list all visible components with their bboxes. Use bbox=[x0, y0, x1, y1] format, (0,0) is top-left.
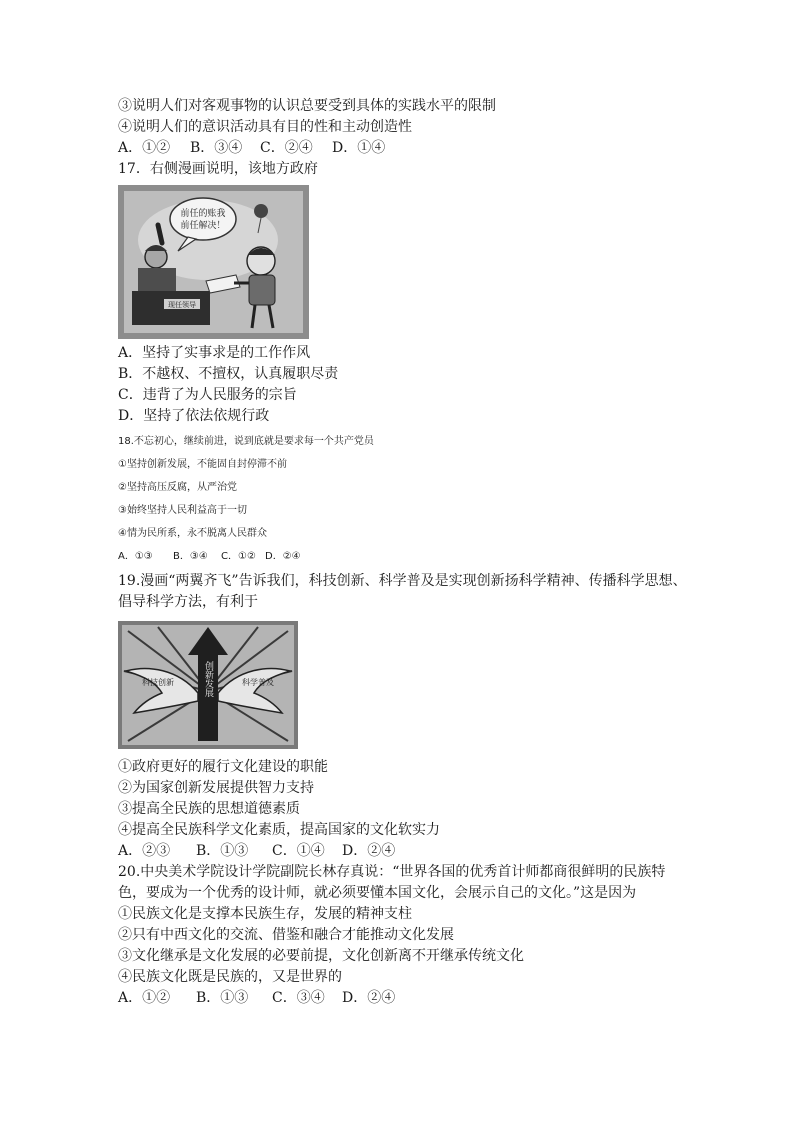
q19-option-a: A．②③ bbox=[118, 843, 171, 859]
left-wing-text: 科技创新 bbox=[142, 678, 174, 687]
bubble-line-2: 前任解决！ bbox=[180, 221, 226, 231]
q18-option-d: D．②④ bbox=[265, 551, 301, 562]
q20-stem: 20.中央美术学院设计学院副院长林存真说：“世界各国的优秀首计师都商很鲜明的民族特色，要成为一个优秀的设计师，就必须要懂本国文化，会展示自己的文化。”这是因为 bbox=[118, 864, 666, 901]
q18-line-1: ①坚持创新发展，不能固自封停滞不前 bbox=[118, 459, 287, 470]
q17-cartoon bbox=[118, 185, 688, 339]
q20-option-c: C．③④ bbox=[272, 990, 325, 1006]
desk-sign: 现任领导 bbox=[168, 301, 196, 309]
q18-line-4: ④情为民所系，永不脱离人民群众 bbox=[118, 528, 267, 539]
q19-option-d: D．②④ bbox=[342, 843, 396, 859]
q16-line-3: ③说明人们对客观事物的认识总要受到具体的实践水平的限制 bbox=[118, 98, 496, 114]
q19-line-3: ③提高全民族的思想道德素质 bbox=[118, 801, 300, 817]
q20-option-a: A．①② bbox=[118, 990, 171, 1006]
q17-choice-a: A．坚持了实事求是的工作作风 bbox=[118, 345, 311, 361]
q19-cartoon-image bbox=[118, 621, 298, 749]
q20-options bbox=[118, 988, 688, 1009]
q18-options bbox=[118, 551, 688, 563]
q17-choice-d: D．坚持了依法依规行政 bbox=[118, 408, 270, 424]
q18-stem: 18.不忘初心，继续前进，说到底就是要求每一个共产党员 bbox=[118, 436, 374, 447]
bubble-line-1: 前任的账我 bbox=[180, 209, 226, 219]
q19-line-1: ①政府更好的履行文化建设的职能 bbox=[118, 759, 328, 775]
q20-option-b: B．①③ bbox=[196, 990, 249, 1006]
q18-option-a: A．①③ bbox=[118, 551, 153, 562]
q18-line-3: ③始终坚持人民利益高于一切 bbox=[118, 505, 247, 516]
q20-line-1: ①民族文化是支撑本民族生存，发展的精神支柱 bbox=[118, 906, 412, 922]
right-wing-text: 科学普及 bbox=[242, 678, 274, 687]
q17-cartoon-image bbox=[118, 185, 309, 339]
q19-stem: 19.漫画“两翼齐飞”告诉我们，科技创新、科学普及是实现创新扬科学精神、传播科学思想、倡导科学方法，有利于 bbox=[118, 573, 687, 610]
q19-line-4: ④提高全民族科学文化素质，提高国家的文化软实力 bbox=[118, 822, 440, 838]
q18-line-2: ②坚持高压反腐，从严治党 bbox=[118, 482, 237, 493]
q17-choice-c: C．违背了为人民服务的宗旨 bbox=[118, 387, 297, 403]
q16-line-4: ④说明人们的意识活动具有目的性和主动创造性 bbox=[118, 119, 412, 135]
q20-line-3: ③文化继承是文化发展的必要前提，文化创新离不开继承传统文化 bbox=[118, 948, 524, 964]
q18-option-b: B．③④ bbox=[173, 551, 208, 562]
q20-line-2: ②只有中西文化的交流、借鉴和融合才能推动文化发展 bbox=[118, 927, 454, 943]
q19-line-2: ②为国家创新发展提供智力支持 bbox=[118, 780, 314, 796]
q20-option-d: D．②④ bbox=[342, 990, 396, 1006]
q16-option-c: C．②④ bbox=[260, 140, 313, 156]
q16-options bbox=[118, 138, 688, 159]
q17-choice-b: B．不越权、不擅权，认真履职尽责 bbox=[118, 366, 339, 382]
q18-option-c: C．①② bbox=[221, 551, 256, 562]
q16-option-d: D．①④ bbox=[332, 140, 386, 156]
q16-option-b: B．③④ bbox=[190, 140, 243, 156]
q20-line-4: ④民族文化既是民族的，又是世界的 bbox=[118, 969, 342, 985]
q19-option-b: B．①③ bbox=[196, 843, 249, 859]
q17-stem: 17．右侧漫画说明，该地方政府 bbox=[118, 161, 318, 177]
q19-cartoon bbox=[118, 621, 688, 749]
arrow-text: 创新发展 bbox=[203, 661, 213, 697]
q16-option-a: A．①② bbox=[118, 140, 171, 156]
q19-option-c: C．①④ bbox=[272, 843, 325, 859]
q19-options bbox=[118, 841, 688, 862]
speech-bubble bbox=[170, 198, 236, 240]
exam-page bbox=[118, 96, 688, 1009]
